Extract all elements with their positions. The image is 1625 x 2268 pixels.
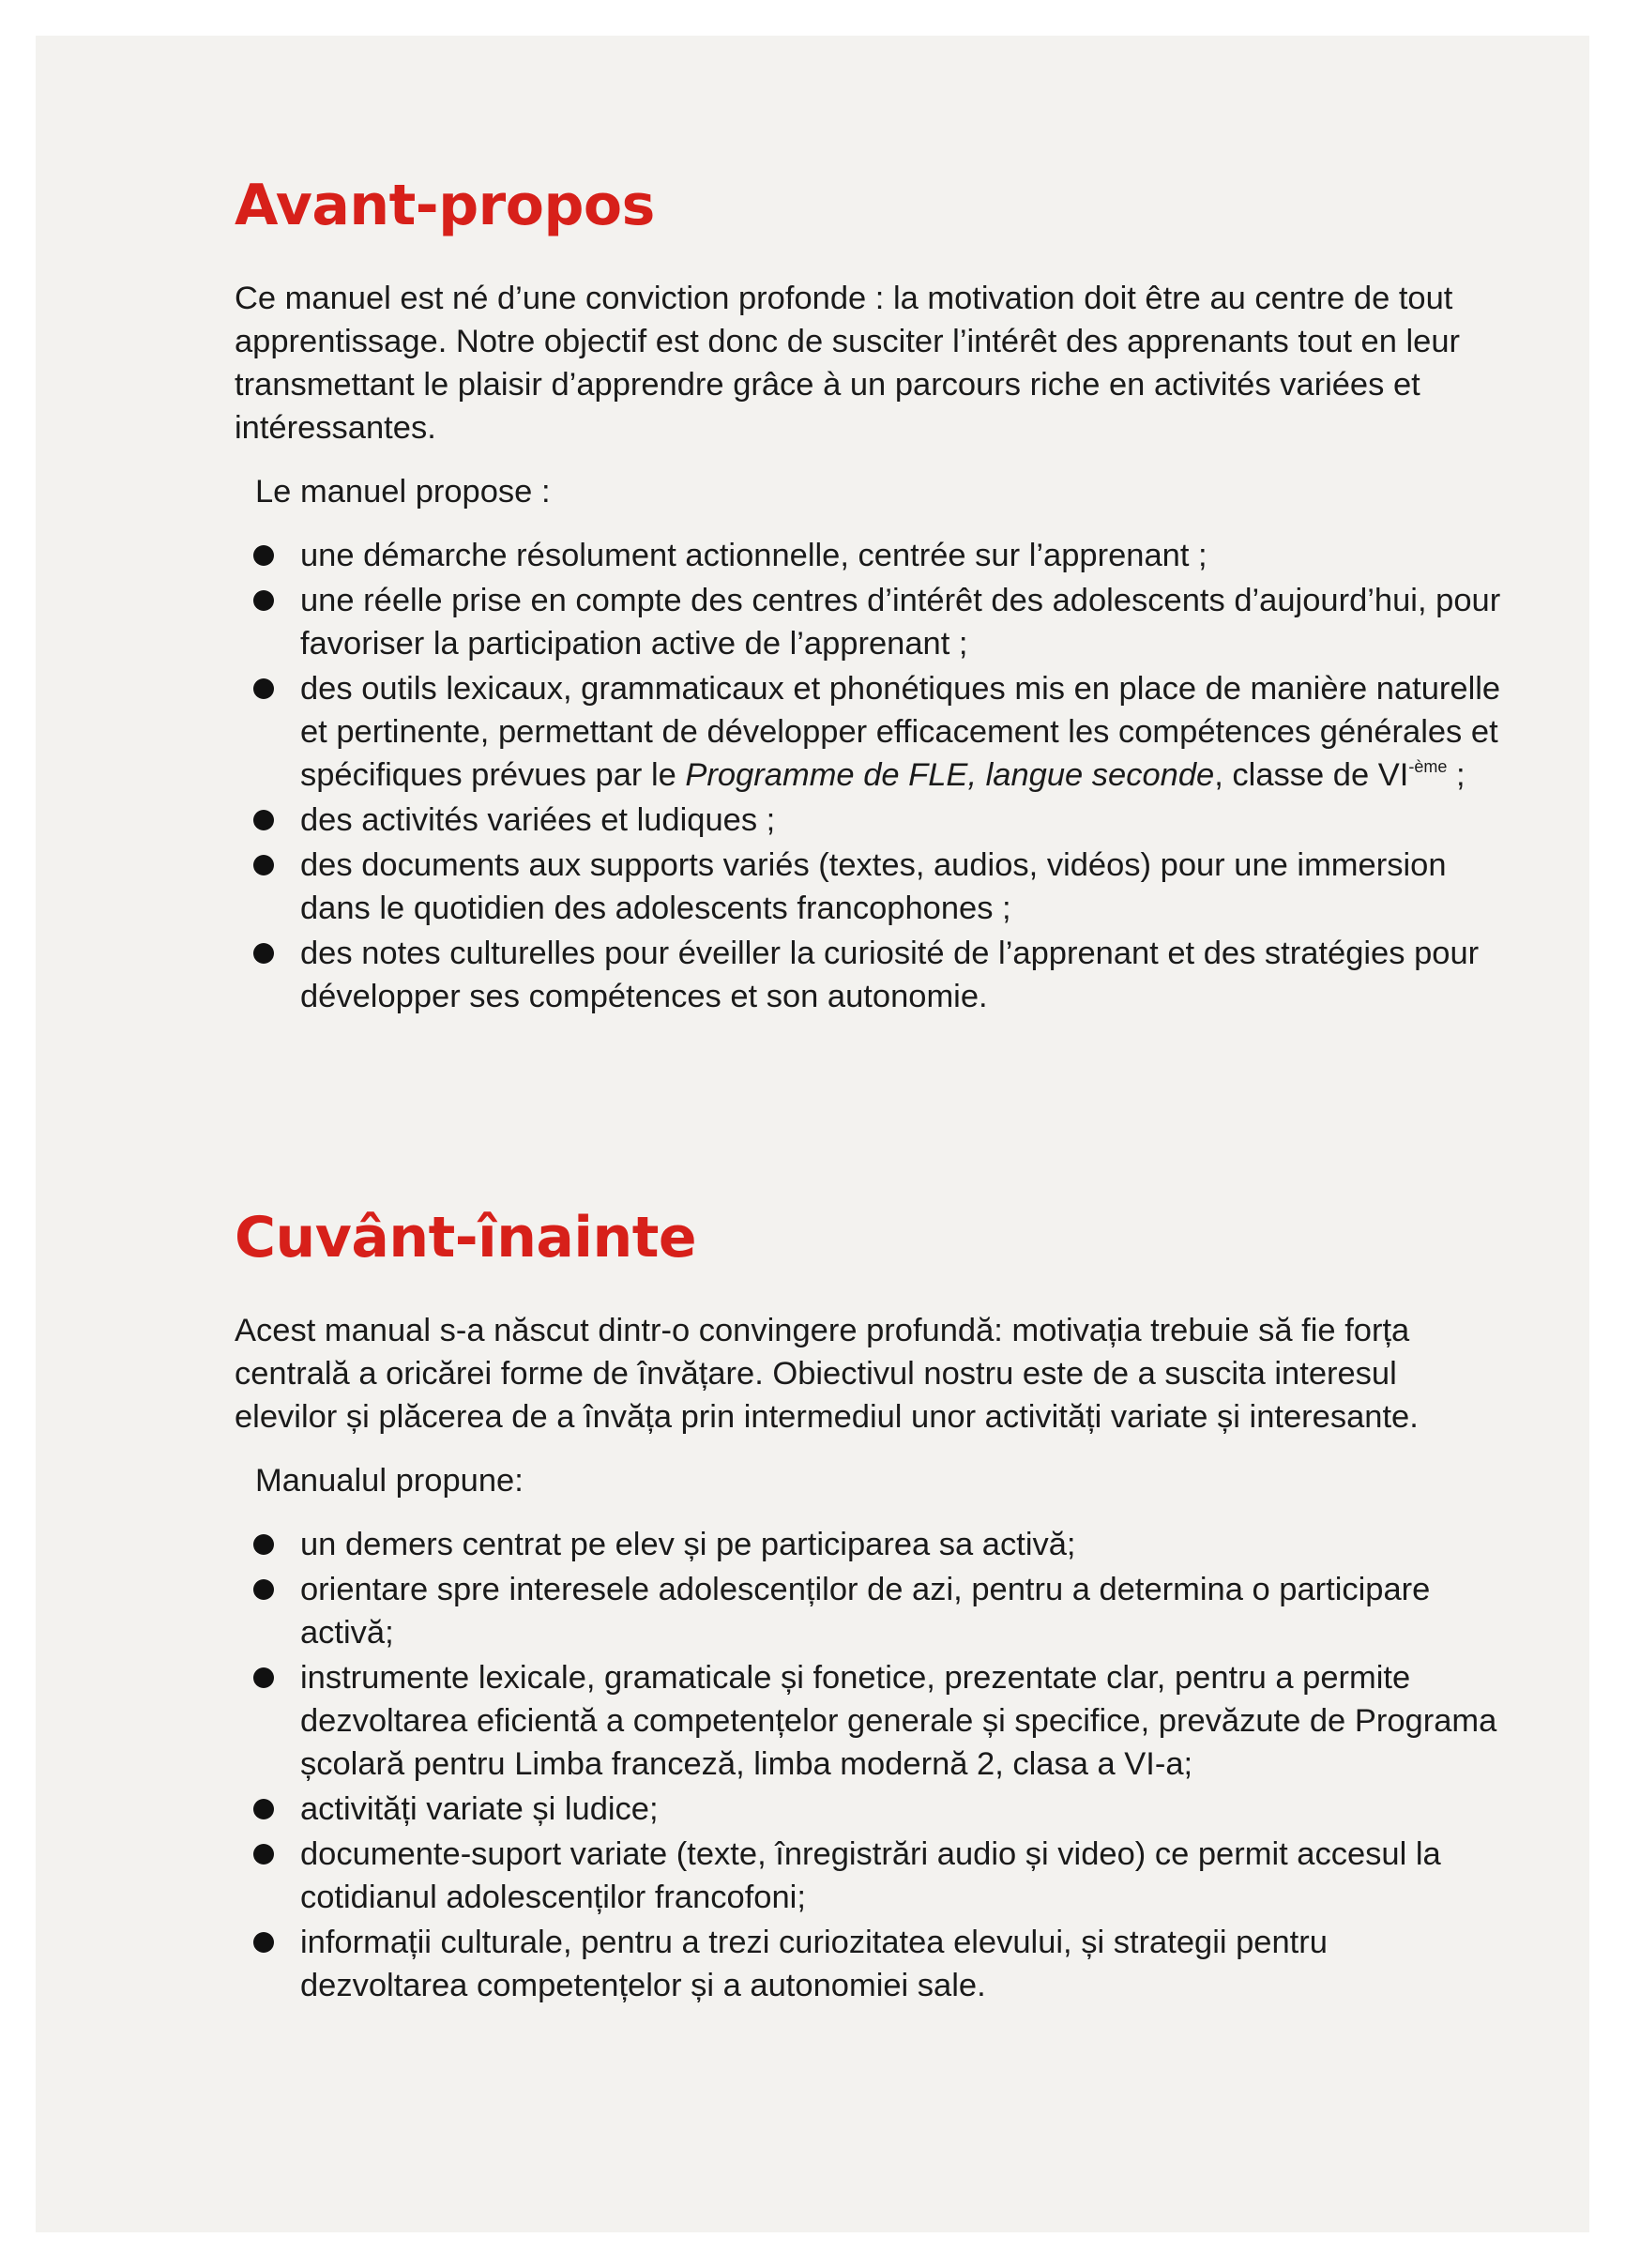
bullet-icon [253,590,274,611]
list-item [235,667,1501,797]
bullet-icon [253,678,274,699]
bullet-icon [253,1799,274,1819]
bullet-icon [253,810,274,830]
list-item-text-start: des outils lexicaux, grammaticaux et phonétiques mis en place de manière naturelle et pertinente, permettant de développer efficacement les compétences générales et spécifiques prévues par le [300,671,1501,793]
list-item [235,799,1501,842]
avant-propos-section [235,172,1501,1020]
list-item-text-end: ; [1447,757,1466,793]
avant-propos-title: Avant-propos [235,173,655,238]
cuvant-inainte-section [235,1204,1501,2009]
bullet-icon [253,1534,274,1555]
bullet-icon [253,1579,274,1600]
page-sheet [36,36,1589,2232]
list-item-text: instrumente lexicale, gramaticale și fonetice, prezentate clar, pentru a permite dezvoltarea eficientă a competențelor generale și specifice, prevăzute de Programa școlară pentru Limba franceză, limba modernă 2, clasa a VI-a; [300,1660,1497,1782]
cuvant-inainte-title: Cuvânt-înainte [235,1205,697,1271]
list-item-text: orientare spre interesele adolescenților de azi, pentru a determina o participare activă; [300,1572,1431,1651]
list-item [235,932,1501,1018]
list-item [235,1788,1501,1831]
list-item-text: documente-suport variate (texte, înregistrări audio și video) ce permit accesul la cotidianul adolescenților francofoni; [300,1836,1441,1915]
list-item-text: activități variate și ludice; [300,1791,659,1827]
cuvant-inainte-lead: Manualul propune: [255,1463,524,1499]
list-item-text: une réelle prise en compte des centres d’intérêt des adolescents d’aujourd’hui, pour favoriser la participation active de l’apprenant ; [300,583,1501,662]
bullet-icon [253,1932,274,1953]
program-title-italic: Programme de FLE, langue seconde [685,757,1215,793]
list-item [235,1656,1501,1786]
list-item [235,844,1501,930]
cuvant-inainte-intro: Acest manual s-a născut dintr-o convingere profundă: motivația trebuie să fie forța centrală a oricărei forme de învățare. Obiectivul nostru este de a suscita interesul elevilor și plăcerea de a învăța prin intermediul unor activități variate și interesante. [235,1313,1419,1435]
list-item [235,1523,1501,1566]
list-item [235,1568,1501,1654]
list-item-text: un demers centrat pe elev și pe participarea sa activă; [300,1527,1076,1562]
list-item [235,534,1501,577]
list-item-text: des documents aux supports variés (textes, audios, vidéos) pour une immersion dans le quotidien des adolescents francophones ; [300,847,1447,926]
list-item-text-middle: , classe de VI [1214,757,1409,793]
avant-propos-intro: Ce manuel est né d’une conviction profonde : la motivation doit être au centre de tout apprentissage. Notre objectif est donc de susciter l’intérêt des apprenants tout en leur transmettant le plaisir d’apprendre grâce à un parcours riche en activités variées et intéressantes. [235,281,1461,446]
list-item [235,1921,1501,2007]
list-item [235,579,1501,665]
list-item-text: une démarche résolument actionnelle, centrée sur l’apprenant ; [300,538,1207,573]
bullet-icon [253,545,274,566]
bullet-icon [253,943,274,964]
ordinal-superscript: -ème [1408,757,1448,776]
bullet-icon [253,855,274,875]
list-item-text: des notes culturelles pour éveiller la curiosité de l’apprenant et des stratégies pour développer ses compétences et son autonomie. [300,936,1480,1014]
list-item-text: informații culturale, pentru a trezi curiozitatea elevului, și strategii pentru dezvoltarea competențelor și a autonomiei sale. [300,1925,1328,2003]
cuvant-inainte-list [235,1523,1501,2007]
avant-propos-list [235,534,1501,1018]
bullet-icon [253,1667,274,1688]
list-item-text: des activités variées et ludiques ; [300,802,776,838]
avant-propos-lead: Le manuel propose : [255,474,551,510]
list-item [235,1833,1501,1919]
bullet-icon [253,1844,274,1865]
